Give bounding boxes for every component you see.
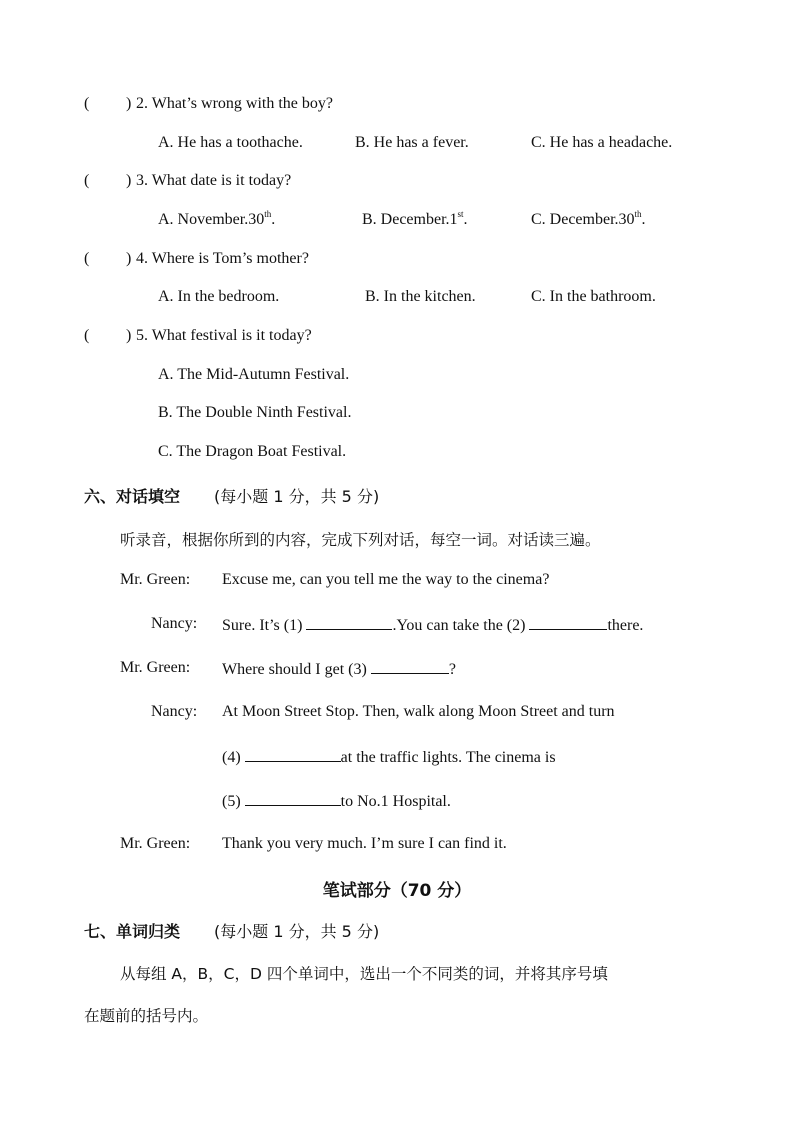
option-c: C. The Dragon Boat Festival. [158,443,347,460]
answer-paren-close: ) [126,250,132,267]
speaker-label: Mr. Green: [120,835,191,852]
speaker-label: Nancy: [151,615,198,632]
option-b: B. He has a fever. [355,134,469,151]
answer-paren-close: ) [126,95,132,112]
section-points: (每小题 1 分，共 5 分) [214,487,380,506]
dialogue-line: Thank you very much. I’m sure I can find it. [222,835,507,852]
speaker-label: Mr. Green: [120,571,191,588]
dialogue-line: At Moon Street Stop. Then, walk along Moon Street and turn [222,703,615,720]
written-part-title: 笔试部分（70 分） [322,881,472,901]
question-text: 2. What’s wrong with the boy? [136,95,334,112]
dialogue-line: Where should I get (3) ? [222,661,456,678]
speaker-label: Mr. Green: [120,659,191,676]
answer-paren-open: ( [84,172,90,189]
option-c: C. He has a headache. [531,134,673,151]
answer-blank-3[interactable] [371,659,449,674]
answer-blank-5[interactable] [245,791,341,806]
option-a: A. The Mid-Autumn Festival. [158,366,350,383]
answer-blank-4[interactable] [245,747,341,762]
section-instruction: 听录音，根据你所到的内容，完成下列对话，每空一词。对话读三遍。 [120,531,601,549]
section-instruction-line1: 从每组 A，B，C，D 四个单词中，选出一个不同类的词，并将其序号填 [120,965,608,983]
dialogue-line: (5) to No.1 Hospital. [222,793,451,810]
option-c: C. December.30th. [531,209,646,228]
speaker-label: Nancy: [151,703,198,720]
answer-paren-open: ( [84,250,90,267]
option-b: B. December.1st. [362,209,468,228]
question-text: 5. What festival is it today? [136,327,312,344]
answer-paren-close: ) [126,327,132,344]
answer-blank-1[interactable] [306,615,392,630]
option-b: B. The Double Ninth Festival. [158,404,352,421]
option-a: A. In the bedroom. [158,288,280,305]
dialogue-line: Sure. It’s (1) .You can take the (2) there. [222,617,644,634]
section-heading: 六、对话填空 [84,487,181,506]
section-heading: 七、单词归类 [84,922,181,941]
section-points: (每小题 1 分，共 5 分) [214,922,380,941]
dialogue-line: (4) at the traffic lights. The cinema is [222,749,556,766]
option-a: A. November.30th. [158,209,276,228]
option-c: C. In the bathroom. [531,288,656,305]
answer-paren-close: ) [126,172,132,189]
answer-paren-open: ( [84,95,90,112]
section-instruction-line2: 在题前的括号内。 [84,1007,209,1025]
option-b: B. In the kitchen. [365,288,476,305]
question-text: 3. What date is it today? [136,172,292,189]
answer-blank-2[interactable] [529,615,607,630]
dialogue-line: Excuse me, can you tell me the way to the cinema? [222,571,550,588]
question-text: 4. Where is Tom’s mother? [136,250,309,267]
option-a: A. He has a toothache. [158,134,303,151]
answer-paren-open: ( [84,327,90,344]
